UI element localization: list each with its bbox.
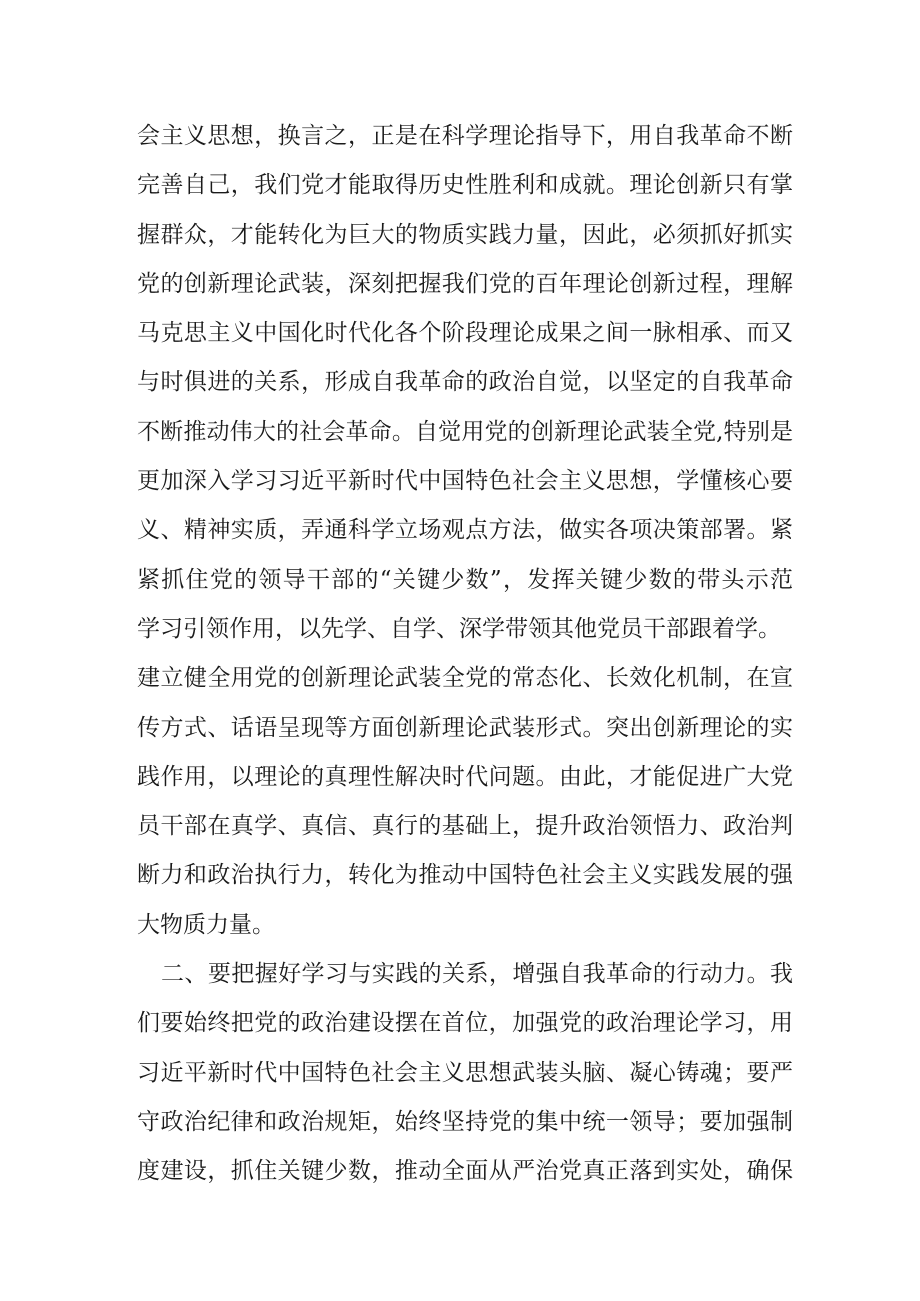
section-heading-line: 二、要把握好学习与实践的关系，增强自我革命的行动力。我 [161,961,793,988]
text-line: 学习引领作用，以先学、自学、深学带领其他党员干部跟着学。 [137,615,781,642]
text-line: 握群众，才能转化为巨大的物质实践力量，因此，必须抓好抓实 [137,221,793,248]
text-line: 义、精神实质，弄通科学立场观点方法，做实各项决策部署。紧 [137,517,793,544]
text-line: 践作用，以理论的真理性解决时代问题。由此，才能促进广大党 [137,763,793,790]
text-line: 建立健全用党的创新理论武装全党的常态化、长效化机制，在宣 [137,665,793,692]
text-line: 紧抓住党的领导干部的“关键少数”，发挥关键少数的带头示范 [137,566,793,593]
text-line: 习近平新时代中国特色社会主义思想武装头脑、凝心铸魂；要严 [137,1059,793,1086]
text-line: 不断推动伟大的社会革命。自觉用党的创新理论武装全党,特别是 [137,418,793,445]
text-line: 员干部在真学、真信、真行的基础上，提升政治领悟力、政治判 [137,813,793,840]
paragraph-2 [137,950,793,1196]
text-line: 党的创新理论武装，深刻把握我们党的百年理论创新过程，理解 [137,270,793,297]
text-line: 断力和政治执行力，转化为推动中国特色社会主义实践发展的强 [137,862,793,889]
text-line: 与时俱进的关系，形成自我革命的政治自觉，以坚定的自我革命 [137,369,793,396]
text-line: 大物质力量。 [137,911,275,938]
document-body [137,112,793,1197]
text-line: 传方式、话语呈现等方面创新理论武装形式。突出创新理论的实 [137,714,793,741]
text-line: 更加深入学习习近平新时代中国特色社会主义思想，学懂核心要 [137,468,793,495]
text-line: 完善自己，我们党才能取得历史性胜利和成就。理论创新只有掌 [137,172,793,199]
text-line: 马克思主义中国化时代化各个阶段理论成果之间一脉相承、而又 [137,320,793,347]
paragraph-1 [137,112,793,950]
text-line: 度建设，抓住关键少数，推动全面从严治党真正落到实处，确保 [137,1158,793,1185]
text-line: 们要始终把党的政治建设摆在首位，加强党的政治理论学习，用 [137,1010,793,1037]
text-line: 守政治纪律和政治规矩，始终坚持党的集中统一领导；要加强制 [137,1108,793,1135]
text-line: 会主义思想，换言之，正是在科学理论指导下，用自我革命不断 [137,123,793,149]
